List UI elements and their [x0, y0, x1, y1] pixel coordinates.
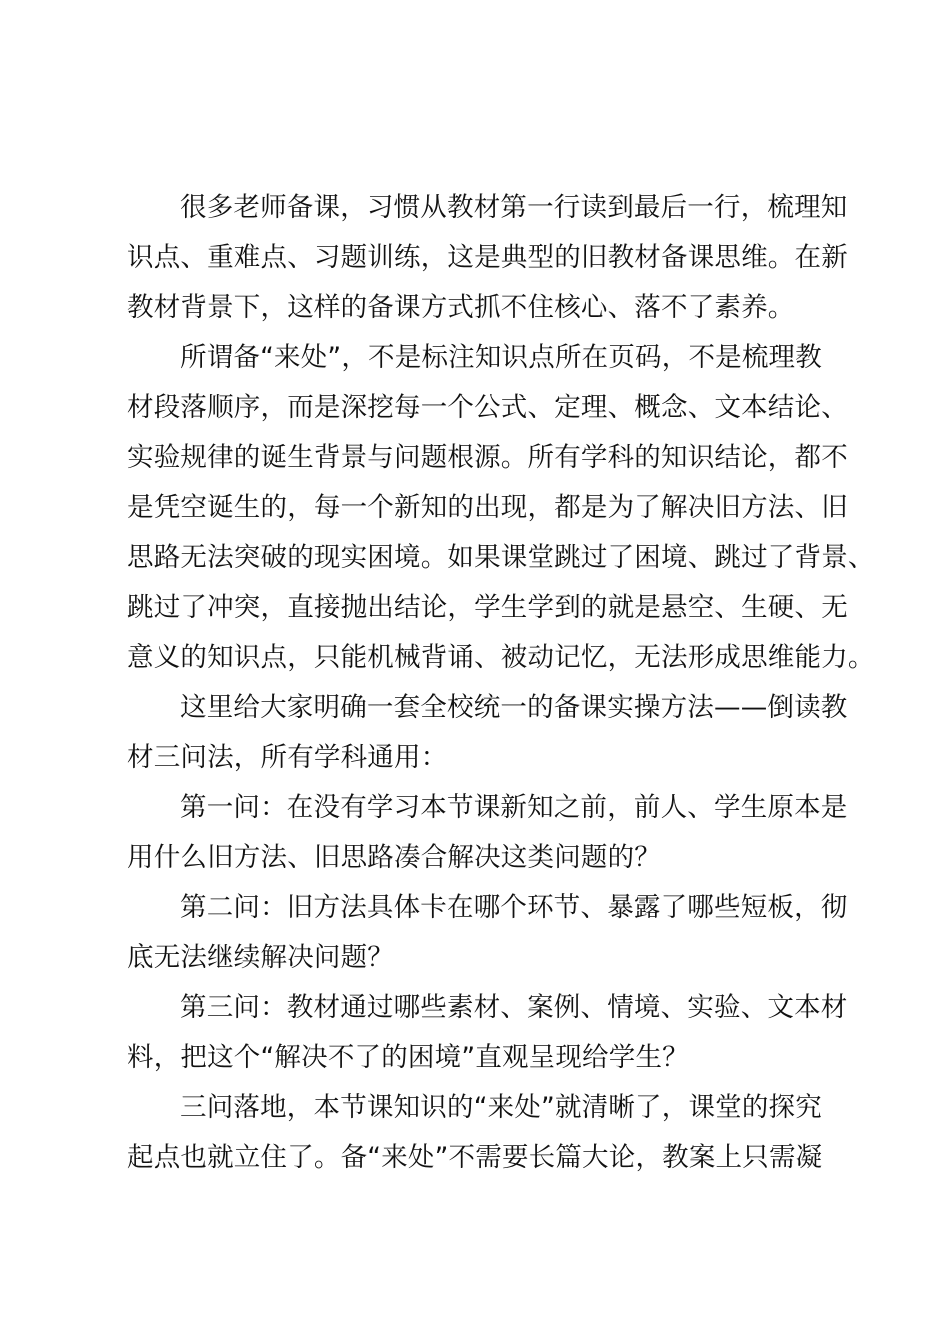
paragraph-1-line-1: 很多老师备课，习惯从教材第一行读到最后一行，梳理知: [180, 192, 848, 223]
paragraph-2-line-5: 思路无法突破的现实困境。如果课堂跳过了困境、跳过了背景、: [127, 542, 875, 573]
document-body: [127, 183, 875, 1183]
paragraph-2-line-3: 实验规律的诞生背景与问题根源。所有学科的知识结论，都不: [127, 442, 848, 473]
question-2-line-2: 底无法继续解决问题？: [127, 942, 394, 973]
paragraph-2-line-1: 所谓备“来处”，不是标注知识点所在页码，不是梳理教: [180, 342, 822, 373]
paragraph-2-line-2: 材段落顺序，而是深挖每一个公式、定理、概念、文本结论、: [127, 392, 848, 423]
question-2-line-1: 第二问：旧方法具体卡在哪个环节、暴露了哪些短板，彻: [180, 892, 848, 923]
question-1-line-1: 第一问：在没有学习本节课新知之前，前人、学生原本是: [180, 792, 848, 823]
question-1-line-2: 用什么旧方法、旧思路凑合解决这类问题的？: [127, 842, 661, 873]
paragraph-3-line-2: 材三问法，所有学科通用：: [127, 742, 448, 773]
paragraph-2-line-6: 跳过了冲突，直接抛出结论，学生学到的就是悬空、生硬、无: [127, 592, 848, 623]
question-3-line-2: 料，把这个“解决不了的困境”直观呈现给学生？: [127, 1042, 689, 1073]
paragraph-3-line-1: 这里给大家明确一套全校统一的备课实操方法——倒读教: [180, 692, 848, 723]
paragraph-2-line-7: 意义的知识点，只能机械背诵、被动记忆，无法形成思维能力。: [127, 642, 875, 673]
paragraph-2-line-4: 是凭空诞生的，每一个新知的出现，都是为了解决旧方法、旧: [127, 492, 848, 523]
paragraph-4-line-2: 起点也就立住了。备“来处”不需要长篇大论，教案上只需凝: [127, 1142, 823, 1173]
paragraph-1-line-3: 教材背景下，这样的备课方式抓不住核心、落不了素养。: [127, 292, 795, 323]
question-3-line-1: 第三问：教材通过哪些素材、案例、情境、实验、文本材: [180, 992, 848, 1023]
paragraph-1-line-2: 识点、重难点、习题训练，这是典型的旧教材备课思维。在新: [127, 242, 848, 273]
paragraph-4-line-1: 三问落地，本节课知识的“来处”就清晰了，课堂的探究: [180, 1092, 822, 1123]
